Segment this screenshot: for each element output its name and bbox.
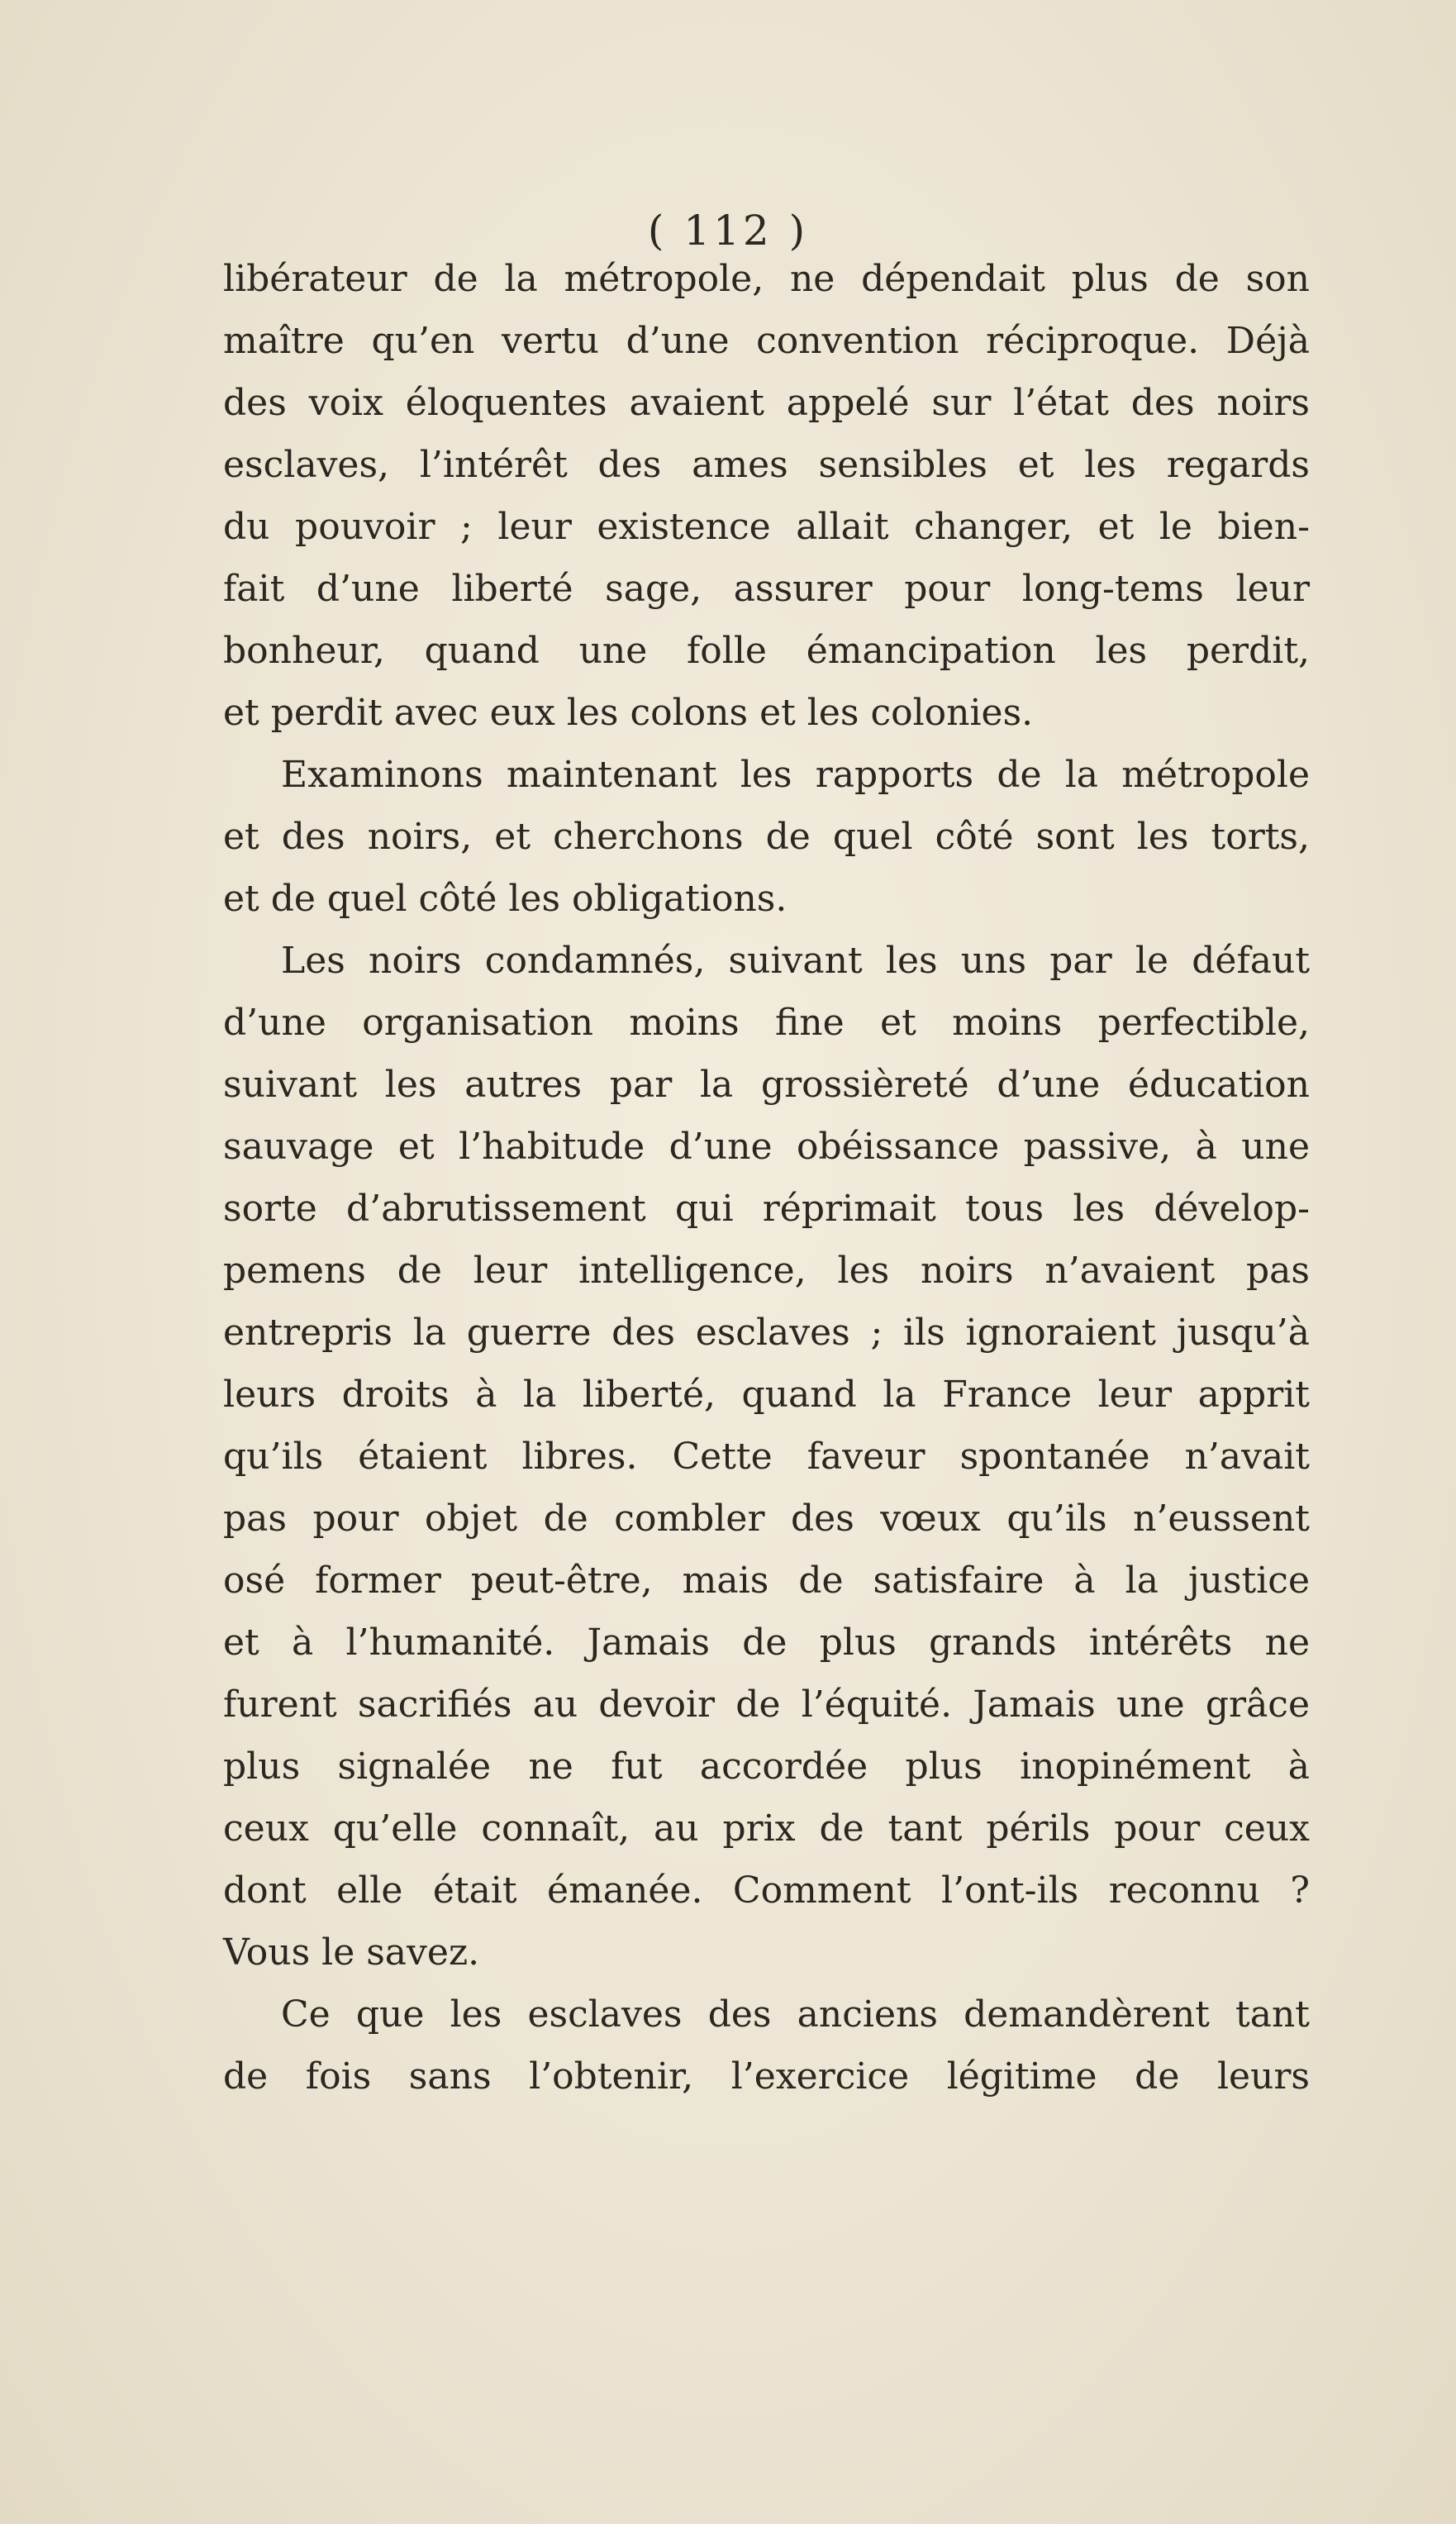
body-text [223, 248, 1310, 2107]
text-line: pemens de leur intelligence, les noirs n’avaient pas [223, 1250, 1310, 1292]
text-line: maître qu’en vertu d’une convention réciproque. Déjà [223, 320, 1310, 362]
text-line: bonheur, quand une folle émancipation les perdit, [223, 630, 1310, 672]
text-line: du pouvoir ; leur existence allait changer, et le bien- [223, 506, 1310, 548]
text-line: fait d’une liberté sage, assurer pour long-tems leur [223, 568, 1310, 610]
text-line: sorte d’abrutissement qui réprimait tous les dévelop- [223, 1188, 1310, 1230]
text-line: leurs droits à la liberté, quand la France leur apprit [223, 1374, 1310, 1416]
text-line: entrepris la guerre des esclaves ; ils ignoraient jusqu’à [223, 1312, 1310, 1354]
text-line: Vous le savez. [223, 1931, 480, 1974]
text-line: pas pour objet de combler des vœux qu’ils n’eussent [223, 1498, 1310, 1540]
text-line: et perdit avec eux les colons et les colonies. [223, 692, 1034, 734]
text-line: dont elle était émanée. Comment l’ont-ils reconnu ? [223, 1869, 1310, 1912]
text-line: d’une organisation moins fine et moins perfectible, [223, 1002, 1310, 1044]
text-line: Examinons maintenant les rapports de la métropole [281, 754, 1310, 796]
text-line: libérateur de la métropole, ne dépendait plus de son [223, 258, 1310, 300]
text-line: et des noirs, et cherchons de quel côté sont les torts, [223, 816, 1310, 858]
text-line: de fois sans l’obtenir, l’exercice légitime de leurs [223, 2055, 1310, 2098]
text-line: des voix éloquentes avaient appelé sur l’état des noirs [223, 382, 1310, 424]
text-line: plus signalée ne fut accordée plus inopinément à [223, 1745, 1310, 1788]
text-line: osé former peut-être, mais de satisfaire à la justice [223, 1560, 1310, 1602]
text-line: furent sacrifiés au devoir de l’équité. Jamais une grâce [223, 1683, 1310, 1726]
text-line: Ce que les esclaves des anciens demandèrent tant [281, 1993, 1310, 2036]
text-line: et de quel côté les obligations. [223, 878, 787, 920]
text-line: Les noirs condamnés, suivant les uns par le défaut [281, 940, 1310, 982]
text-line: ceux qu’elle connaît, au prix de tant périls pour ceux [223, 1807, 1310, 1850]
text-line: et à l’humanité. Jamais de plus grands intérêts ne [223, 1622, 1310, 1664]
text-line: suivant les autres par la grossièreté d’une éducation [223, 1064, 1310, 1106]
text-line: qu’ils étaient libres. Cette faveur spontanée n’avait [223, 1436, 1310, 1478]
text-line: esclaves, l’intérêt des ames sensibles et les regards [223, 444, 1310, 486]
page-number: ( 112 ) [647, 207, 809, 255]
text-line: sauvage et l’habitude d’une obéissance passive, à une [223, 1126, 1310, 1168]
